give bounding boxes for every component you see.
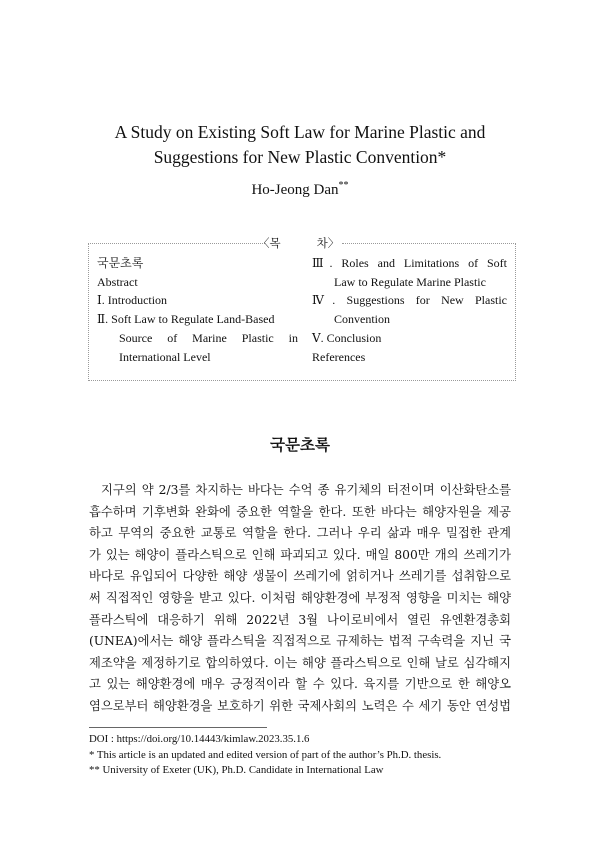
- toc-heading-left: 〈목: [258, 236, 281, 250]
- body-line: 바다로 유입되어 다양한 해양 생물이 쓰레기에 얽히거나 쓰레기를 섭취함으로: [89, 569, 511, 584]
- body-line: 플라스틱에 대응하기 위해 2022년 3월 나이로비에서 열린 유엔환경총회: [89, 612, 511, 627]
- body-line: (UNEA)에서는 해양 플라스틱을 직접적으로 규제하는 법적 구속력을 지닌 국: [89, 634, 511, 649]
- doi-link[interactable]: DOI : https://doi.org/10.14443/kimlaw.2023.35.1.6: [89, 733, 310, 745]
- body-line: 제조약을 제정하기로 합의하였다. 이는 해양 플라스틱으로 인해 날로 심각해지: [89, 655, 511, 670]
- toc-left-column: [97, 254, 298, 366]
- author-footnote-mark: **: [338, 180, 349, 191]
- toc-item: Law to Regulate Marine Plastic: [334, 274, 486, 289]
- toc-item: Ⅴ. Conclusion: [312, 330, 382, 345]
- body-line: 하고 무역의 중요한 교통로 역할을 한다. 그러나 우리 삶과 매우 밀접한 관계: [89, 526, 511, 541]
- author-name: Ho-Jeong Dan: [251, 182, 339, 198]
- toc-heading: [258, 235, 339, 251]
- paper-title: [0, 120, 600, 170]
- toc-item: Source of Marine Plastic in: [119, 330, 298, 345]
- footnote-rule: [89, 727, 267, 728]
- toc-item: Ⅱ. Soft Law to Regulate Land-Based: [97, 312, 275, 327]
- body-line: 써 직접적인 영향을 받고 있다. 이처럼 해양환경에 부정적 영향을 미치는 해양: [89, 590, 511, 605]
- toc-heading-right: 차〉: [316, 236, 340, 250]
- author-line: [0, 180, 600, 199]
- toc-item: Convention: [334, 312, 390, 327]
- title-line-1: A Study on Existing Soft Law for Marine Plastic and: [114, 122, 486, 142]
- footnotes: [89, 732, 519, 779]
- abstract-body: [89, 480, 511, 718]
- toc-item: International Level: [119, 349, 211, 364]
- toc-item: 국문초록: [97, 256, 144, 270]
- title-line-2: Suggestions for New Plastic Convention*: [153, 147, 447, 167]
- toc-item: References: [312, 349, 366, 364]
- body-line: 지구의 약 2/3를 차지하는 바다는 수억 종 유기체의 터전이며 이산화탄소를: [101, 483, 511, 497]
- body-line: 고 있는 해양환경에 매우 긍정적이라 할 수 있다. 육지를 기반으로 한 해양오: [89, 677, 511, 692]
- footnote-affiliation: ** University of Exeter (UK), Ph.D. Candidate in International Law: [89, 764, 384, 776]
- body-line: 가 있는 해양이 플라스틱으로 인해 파괴되고 있다. 매일 800만 개의 쓰레기가: [89, 547, 511, 562]
- toc-right-column: [312, 254, 507, 366]
- toc-item: Ⅰ. Introduction: [97, 293, 168, 308]
- toc-item: Ⅳ. Suggestions for New Plastic: [312, 293, 507, 308]
- body-line: 염으로부터 해양환경을 보호하기 위한 국제사회의 노력은 수 세기 동안 연성법: [89, 698, 511, 713]
- section-heading: 국문초록: [270, 436, 330, 454]
- toc-item: Ⅲ. Roles and Limitations of Soft: [312, 256, 507, 270]
- toc-item: Abstract: [97, 274, 138, 289]
- body-line: 흡수하며 기후변화 완화에 중요한 역할을 한다. 또한 바다는 해양자원을 제공: [89, 504, 511, 519]
- footnote-thesis: * This article is an updated and edited version of part of the author’s Ph.D. thesis.: [89, 748, 442, 761]
